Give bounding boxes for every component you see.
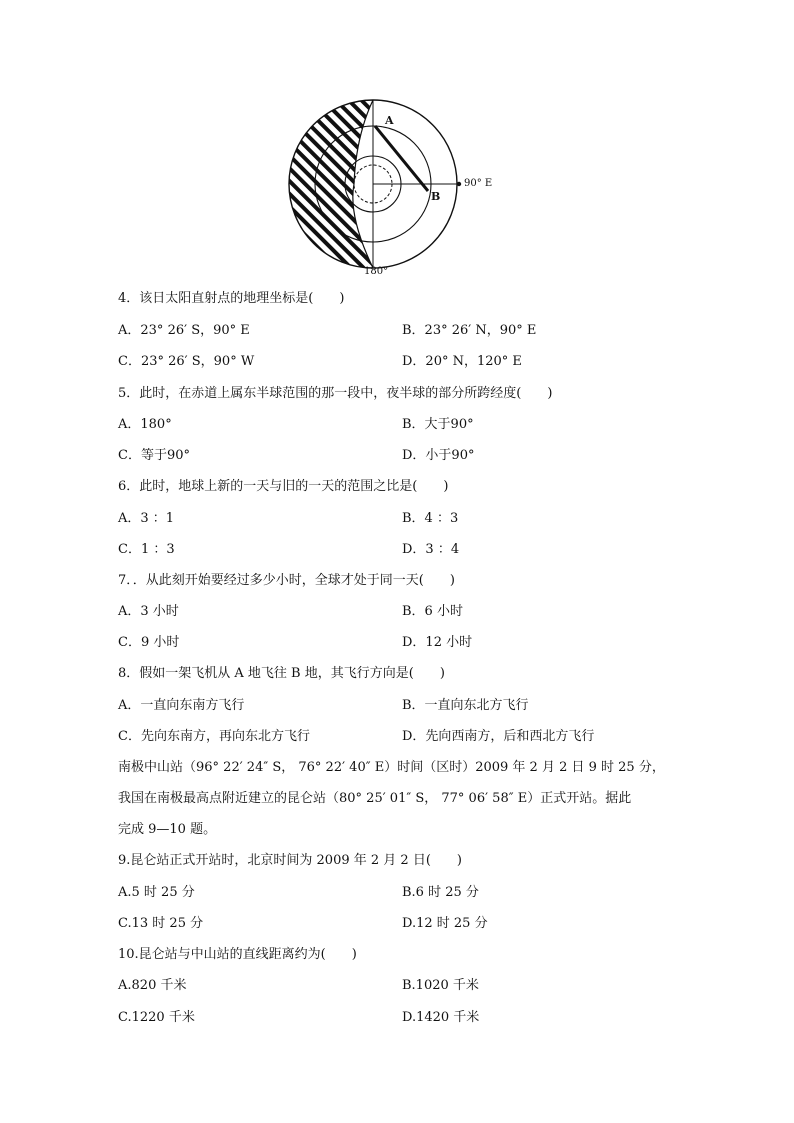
q4-option-d[interactable]: D．20° N，120° E (402, 354, 522, 369)
q9-option-c[interactable]: C.13 时 25 分 (118, 916, 204, 931)
q7-option-b[interactable]: B．6 小时 (402, 604, 463, 619)
q5-option-b[interactable]: B．大于90° (402, 417, 474, 432)
q9-option-a[interactable]: A.5 时 25 分 (118, 885, 195, 900)
q4-option-c[interactable]: C．23° 26′ S，90° W (118, 354, 255, 369)
passage-line-3: 完成 9—10 题。 (118, 822, 217, 837)
question-6-stem: 6．此时，地球上新的一天与旧的一天的范围之比是( ) (118, 479, 449, 494)
question-8-stem: 8．假如一架飞机从 A 地飞往 B 地，其飞行方向是( ) (118, 666, 445, 681)
polar-diagram (278, 96, 508, 280)
q10-option-b[interactable]: B.1020 千米 (402, 978, 479, 993)
night-region (289, 100, 373, 268)
question-10-stem: 10.昆仑站与中山站的直线距离约为( ) (118, 947, 357, 962)
q6-option-a[interactable]: A．3 ：1 (118, 511, 175, 526)
longitude-east-label: 90° E (464, 178, 493, 189)
q5-option-d[interactable]: D．小于90° (402, 448, 475, 463)
question-7-stem: 7．．从此刻开始要经过多少小时，全球才处于同一天( ) (118, 573, 455, 588)
route-a-b (375, 126, 428, 191)
question-5-stem: 5．此时，在赤道上属东半球范围的那一段中，夜半球的部分所跨经度( ) (118, 386, 553, 401)
q4-option-a[interactable]: A．23° 26′ S，90° E (118, 323, 250, 338)
q8-option-b[interactable]: B．一直向东北方飞行 (402, 698, 529, 713)
q9-option-d[interactable]: D.12 时 25 分 (402, 916, 488, 931)
q7-option-d[interactable]: D．12 小时 (402, 635, 473, 650)
q7-option-c[interactable]: C．9 小时 (118, 635, 180, 650)
longitude-bottom-label: 180° (364, 266, 389, 277)
point-b-label: B (431, 190, 441, 203)
question-9-stem: 9.昆仑站正式开站时，北京时间为 2009 年 2 月 2 日( ) (118, 853, 462, 868)
q10-option-a[interactable]: A.820 千米 (118, 978, 187, 993)
q10-option-d[interactable]: D.1420 千米 (402, 1010, 480, 1025)
q10-option-c[interactable]: C.1220 千米 (118, 1010, 195, 1025)
point-a-label: A (385, 114, 394, 127)
q6-option-b[interactable]: B．4 ：3 (402, 511, 459, 526)
q6-option-c[interactable]: C．1 ：3 (118, 542, 175, 557)
question-4-stem: 4．该日太阳直射点的地理坐标是( ) (118, 291, 345, 306)
passage-line-1: 南极中山站（96° 22′ 24″ S， 76° 22′ 40″ E）时间（区时）2009 年 2 月 2 日 9 时 25 分， (118, 760, 665, 775)
q8-option-c[interactable]: C．先向东南方，再向东北方飞行 (118, 729, 310, 744)
q9-option-b[interactable]: B.6 时 25 分 (402, 885, 479, 900)
passage-line-2: 我国在南极最高点附近建立的昆仑站（80° 25′ 01″ S， 77° 06′ 58″ E）正式开站。据此 (118, 791, 632, 806)
q4-option-b[interactable]: B．23° 26′ N，90° E (402, 323, 537, 338)
east-marker (457, 182, 461, 186)
q5-option-c[interactable]: C．等于90° (118, 448, 190, 463)
q7-option-a[interactable]: A．3 小时 (118, 604, 179, 619)
q5-option-a[interactable]: A．180° (118, 417, 172, 432)
q6-option-d[interactable]: D．3 ：4 (402, 542, 460, 557)
q8-option-a[interactable]: A．一直向东南方飞行 (118, 698, 245, 713)
q8-option-d[interactable]: D．先向西南方，后和西北方飞行 (402, 729, 595, 744)
